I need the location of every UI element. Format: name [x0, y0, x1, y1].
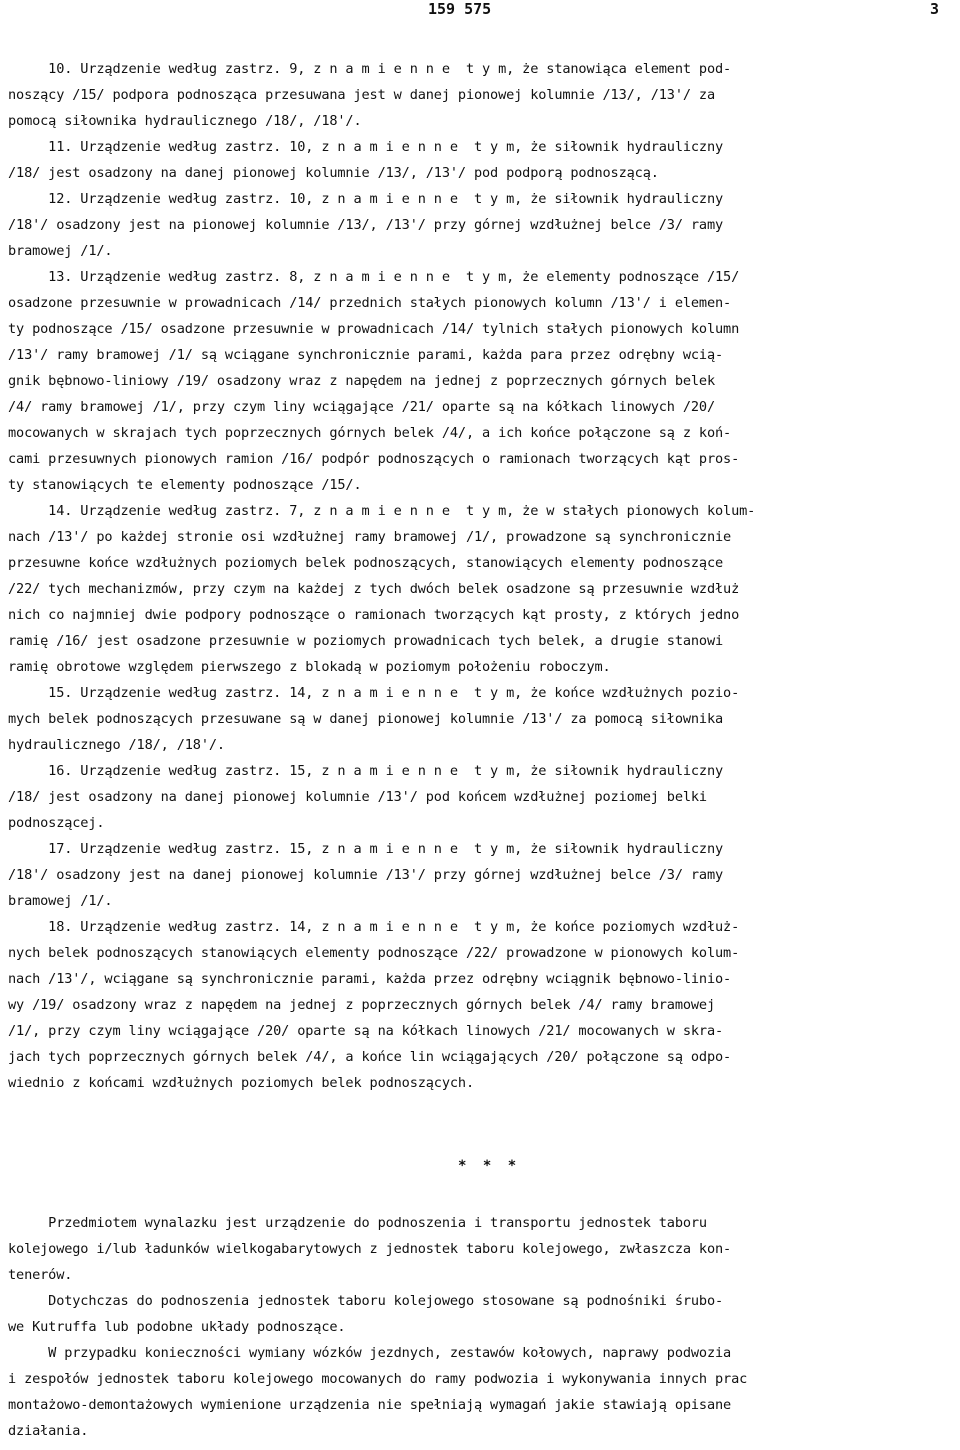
text-line: 12. Urządzenie według zastrz. 10, z n a m i e n n e t y m, że siłownik hydrauliczny [8, 191, 724, 207]
text-line: /4/ ramy bramowej /1/, przy czym liny wciągające /21/ oparte są na kółkach linowych /20/ [8, 399, 716, 415]
text-line: 18. Urządzenie według zastrz. 14, z n a m i e n n e t y m, że końce poziomych wzdłuż- [8, 919, 740, 935]
text-line: montażowo-demontażowych wymienione urządzenia nie spełniają wymagań jakie stawiają opisane [8, 1397, 732, 1413]
text-line: mocowanych w skrajach tych poprzecznych górnych belek /4/, a ich końce połączone są z koń- [8, 425, 732, 441]
text-line: ramię /16/ jest osadzone przesuwnie w poziomych prowadnicach tych belek, a drugie stanowi [8, 633, 724, 649]
text-line: gnik bębnowo-liniowy /19/ osadzony wraz z napędem na jednej z poprzecznych górnych belek [8, 373, 716, 389]
text-line: /18'/ osadzony jest na pionowej kolumnie /13/, /13'/ przy górnej wzdłużnej belce /3/ ramy [8, 217, 724, 233]
text-line: noszący /15/ podpora podnosząca przesuwana jest w danej pionowej kolumnie /13/, /13'/ za [8, 87, 716, 103]
text-line: nych belek podnoszących stanowiących elementy podnoszące /22/ prowadzone w pionowych kolum- [8, 945, 740, 961]
text-line: wiednio z końcami wzdłużnych poziomych belek podnoszących. [8, 1075, 474, 1091]
text-line: nach /13'/ po każdej stronie osi wzdłużnej ramy bramowej /1/, prowadzone są synchronicznie [8, 529, 732, 545]
text-line: przesuwne końce wzdłużnych poziomych belek podnoszących, stanowiących elementy podnoszące [8, 555, 724, 571]
text-line: kolejowego i/lub ładunków wielkogabarytowych z jednostek taboru kolejowego, zwłaszcza kon- [8, 1241, 732, 1257]
text-line: nach /13'/, wciągane są synchronicznie parami, każda przez odrębny wciągnik bębnowo-linio- [8, 971, 732, 987]
text-line: ty podnoszące /15/ osadzone przesuwnie w prowadnicach /14/ tylnich stałych pionowych kolumn [8, 321, 740, 337]
text-line: bramowej /1/. [8, 893, 113, 909]
text-line: 17. Urządzenie według zastrz. 15, z n a m i e n n e t y m, że siłownik hydrauliczny [8, 841, 724, 857]
text-line: i zespołów jednostek taboru kolejowego mocowanych do ramy podwozia i wykonywania innych prac [8, 1371, 748, 1387]
text-line: /22/ tych mechanizmów, przy czym na każdej z tych dwóch belek osadzone są przesuwnie wzdłuż [8, 581, 740, 597]
section-separator: * * * [458, 1158, 521, 1174]
text-line: jach tych poprzecznych górnych belek /4/, a końce lin wciągających /20/ połączone są odpo- [8, 1049, 732, 1065]
text-line: Dotychczas do podnoszenia jednostek taboru kolejowego stosowane są podnośniki śrubo- [8, 1293, 724, 1309]
text-line: osadzone przesuwnie w prowadnicach /14/ przednich stałych pionowych kolumn /13'/ i elemen- [8, 295, 732, 311]
text-line: 14. Urządzenie według zastrz. 7, z n a m i e n n e t y m, że w stałych pionowych kolum- [8, 503, 756, 519]
text-line: nich co najmniej dwie podpory podnoszące o ramionach tworzących kąt prosty, z których jedno [8, 607, 740, 623]
document-number: 159 575 [428, 0, 492, 18]
page-number: 3 [930, 0, 940, 18]
text-line: mych belek podnoszących przesuwane są w danej pionowej kolumnie /13'/ za pomocą siłownika [8, 711, 724, 727]
text-line: 13. Urządzenie według zastrz. 8, z n a m i e n n e t y m, że elementy podnoszące /15/ [8, 269, 740, 285]
text-line: /1/, przy czym liny wciągające /20/ oparte są na kółkach linowych /21/ mocowanych w skra- [8, 1023, 724, 1039]
text-line: W przypadku konieczności wymiany wózków jezdnych, zestawów kołowych, naprawy podwozia [8, 1345, 732, 1361]
text-line: we Kutruffa lub podobne układy podnoszące. [8, 1319, 346, 1335]
text-line: 15. Urządzenie według zastrz. 14, z n a m i e n n e t y m, że końce wzdłużnych pozio- [8, 685, 740, 701]
text-line: bramowej /1/. [8, 243, 113, 259]
text-line: /18'/ osadzony jest na danej pionowej kolumnie /13'/ przy górnej wzdłużnej belce /3/ ramy [8, 867, 724, 883]
text-line: działania. [8, 1423, 89, 1439]
text-line: cami przesuwnych pionowych ramion /16/ podpór podnoszących o ramionach tworzących kąt pros- [8, 451, 740, 467]
text-line: 11. Urządzenie według zastrz. 10, z n a m i e n n e t y m, że siłownik hydrauliczny [8, 139, 724, 155]
text-line: /18/ jest osadzony na danej pionowej kolumnie /13/, /13'/ pod podporą podnoszącą. [8, 165, 659, 181]
text-line: 16. Urządzenie według zastrz. 15, z n a m i e n n e t y m, że siłownik hydrauliczny [8, 763, 724, 779]
text-line: podnoszącej. [8, 815, 105, 831]
text-line: pomocą siłownika hydraulicznego /18/, /18'/. [8, 113, 362, 129]
text-line: 10. Urządzenie według zastrz. 9, z n a m i e n n e t y m, że stanowiąca element pod- [8, 61, 732, 77]
text-line: hydraulicznego /18/, /18'/. [8, 737, 225, 753]
text-line: /13'/ ramy bramowej /1/ są wciągane synchronicznie parami, każda para przez odrębny wcią- [8, 347, 724, 363]
text-line: ramię obrotowe względem pierwszego z blokadą w poziomym położeniu roboczym. [8, 659, 611, 675]
text-line: tenerów. [8, 1267, 73, 1283]
text-line: Przedmiotem wynalazku jest urządzenie do podnoszenia i transportu jednostek taboru [8, 1215, 707, 1231]
text-line: wy /19/ osadzony wraz z napędem na jednej z poprzecznych górnych belek /4/ ramy bramowej [8, 997, 716, 1013]
text-line: ty stanowiących te elementy podnoszące /15/. [8, 477, 362, 493]
text-line: /18/ jest osadzony na danej pionowej kolumnie /13'/ pod końcem wzdłużnej poziomej belki [8, 789, 707, 805]
